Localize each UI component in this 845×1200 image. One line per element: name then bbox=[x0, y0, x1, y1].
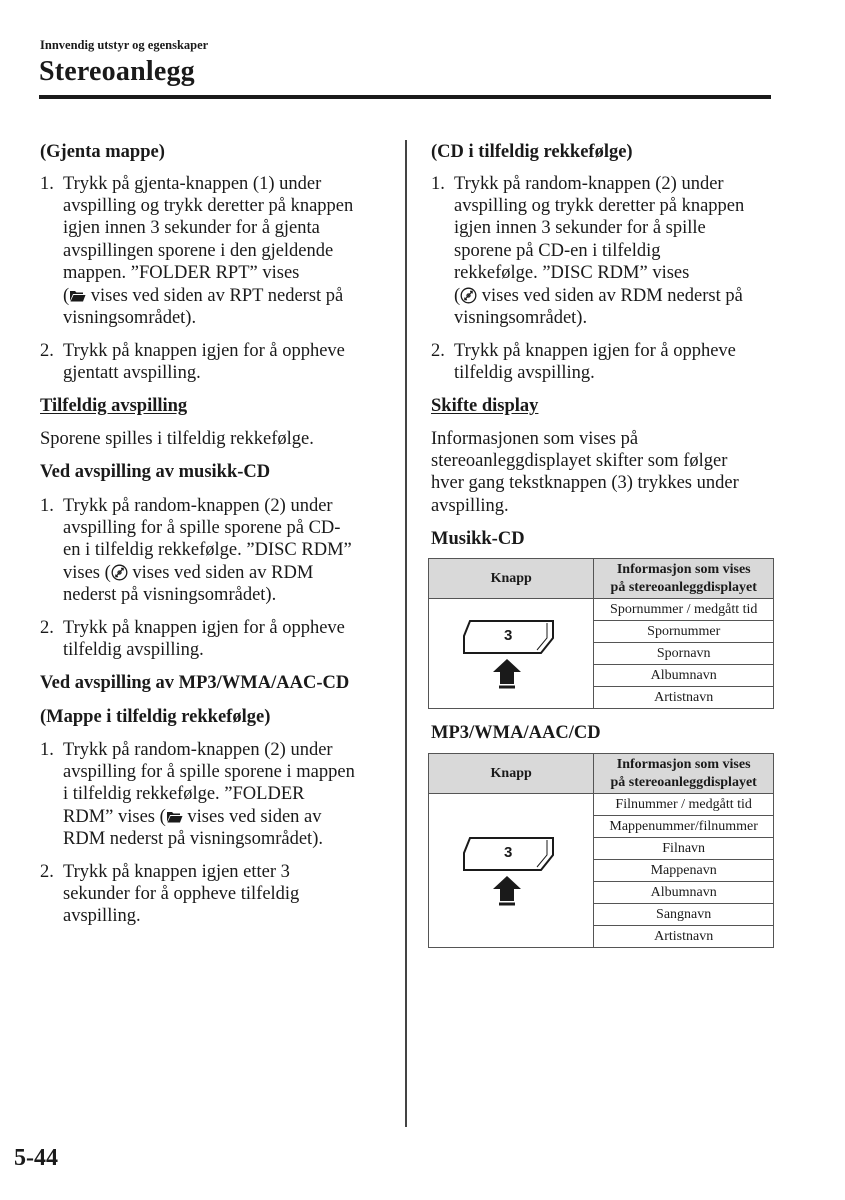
paragraph: Sporene spilles i tilfeldig rekkefølge. bbox=[40, 429, 314, 449]
heading-tilfeldig-avspilling: Tilfeldig avspilling bbox=[40, 396, 188, 416]
step-text: visningsområdet). bbox=[454, 308, 588, 328]
step-number: 1. bbox=[431, 174, 445, 194]
step-text: Trykk på knappen igjen for å oppheve bbox=[63, 341, 345, 361]
table-row-cell: Mappenummer/filnummer bbox=[594, 816, 774, 838]
text-fragment: vises ved siden av bbox=[182, 807, 322, 827]
table-header-line: Informasjon som vises bbox=[616, 561, 751, 577]
button-cell bbox=[429, 794, 594, 948]
step-text: sporene på CD-en i tilfeldig bbox=[454, 241, 661, 261]
section-label: Innvendig utstyr og egenskaper bbox=[40, 38, 209, 52]
table-row-cell: Albumnavn bbox=[594, 665, 774, 687]
step-text-with-icon bbox=[63, 285, 343, 307]
paragraph: avspilling. bbox=[431, 496, 509, 516]
paragraph: Informasjonen som vises på bbox=[431, 429, 639, 449]
table-header-line: Informasjon som vises bbox=[616, 756, 751, 772]
step-text: avspilling. bbox=[63, 906, 141, 926]
step-text: avspillingen sporene i den gjeldende bbox=[63, 241, 334, 261]
button-label: 3 bbox=[503, 843, 513, 861]
table-row-cell: Sangnavn bbox=[594, 904, 774, 926]
text-fragment: ( bbox=[454, 286, 461, 306]
paragraph: stereoanleggdisplayet skifter som følger bbox=[431, 451, 728, 471]
step-text: Trykk på knappen igjen for å oppheve bbox=[454, 341, 736, 361]
table-row-cell: Filnavn bbox=[594, 838, 774, 860]
button-cell bbox=[429, 599, 594, 709]
text-fragment: vises ved siden av RDM bbox=[127, 563, 314, 583]
step-text: avspilling og trykk deretter på knappen bbox=[454, 196, 745, 216]
step-text: visningsområdet). bbox=[63, 308, 197, 328]
step-number: 1. bbox=[40, 174, 54, 194]
table-row-cell: Mappenavn bbox=[594, 860, 774, 882]
step-text: gjentatt avspilling. bbox=[63, 363, 201, 383]
step-text: tilfeldig avspilling. bbox=[454, 363, 595, 383]
step-text: nederst på visningsområdet). bbox=[63, 585, 277, 605]
table-header-line: på stereoanleggdisplayet bbox=[610, 579, 757, 595]
heading-gjenta-mappe: (Gjenta mappe) bbox=[40, 142, 165, 162]
step-number: 2. bbox=[40, 862, 54, 882]
step-text: avspilling for å spille sporene på CD- bbox=[63, 518, 341, 538]
display-info-table-music-cd bbox=[428, 558, 774, 709]
step-number: 2. bbox=[40, 341, 54, 361]
step-text: Trykk på gjenta-knappen (1) under bbox=[63, 174, 322, 194]
folder-icon bbox=[69, 289, 86, 302]
table-header-knapp: Knapp bbox=[429, 559, 594, 599]
step-text-with-icon bbox=[63, 562, 313, 584]
step-text: rekkefølge. ”DISC RDM” vises bbox=[454, 263, 690, 283]
step-number: 2. bbox=[40, 618, 54, 638]
step-text: mappen. ”FOLDER RPT” vises bbox=[63, 263, 300, 283]
table-row-cell: Spornummer / medgått tid bbox=[594, 599, 774, 621]
table-row-cell: Artistnavn bbox=[594, 926, 774, 948]
step-text-with-icon bbox=[454, 285, 743, 307]
text-fragment: vises ved siden av RPT nederst på bbox=[86, 286, 344, 306]
text-fragment: RDM” vises ( bbox=[63, 807, 166, 827]
step-text: Trykk på knappen igjen etter 3 bbox=[63, 862, 290, 882]
heading-mp3-cd: Ved avspilling av MP3/WMA/AAC-CD bbox=[40, 673, 350, 693]
step-number: 1. bbox=[40, 496, 54, 516]
random-disc-icon bbox=[460, 287, 477, 304]
text-fragment: vises ( bbox=[63, 563, 111, 583]
step-text: tilfeldig avspilling. bbox=[63, 640, 204, 660]
step-text: avspilling for å spille sporene i mappen bbox=[63, 762, 355, 782]
text-button-3 bbox=[461, 835, 561, 907]
table-header-line: på stereoanleggdisplayet bbox=[610, 774, 757, 790]
table-header-info bbox=[594, 754, 774, 794]
step-number: 1. bbox=[40, 740, 54, 760]
table-row-cell: Artistnavn bbox=[594, 687, 774, 709]
table-row-cell: Albumnavn bbox=[594, 882, 774, 904]
step-text: Trykk på random-knappen (2) under bbox=[63, 740, 333, 760]
step-text: sekunder for å oppheve tilfeldig bbox=[63, 884, 300, 904]
table-row-cell: Spornummer bbox=[594, 621, 774, 643]
page-title: Stereoanlegg bbox=[39, 56, 195, 87]
step-text: avspilling og trykk deretter på knappen bbox=[63, 196, 354, 216]
step-text: en i tilfeldig rekkefølge. ”DISC RDM” bbox=[63, 540, 352, 560]
step-number: 2. bbox=[431, 341, 445, 361]
step-text: igjen innen 3 sekunder for å gjenta bbox=[63, 218, 320, 238]
button-label: 3 bbox=[504, 626, 513, 644]
step-text: Trykk på random-knappen (2) under bbox=[454, 174, 724, 194]
heading-cd-tilfeldig: (CD i tilfeldig rekkefølge) bbox=[431, 142, 633, 162]
page-number: 5-44 bbox=[14, 1145, 58, 1171]
step-text: igjen innen 3 sekunder for å spille bbox=[454, 218, 706, 238]
random-disc-icon bbox=[111, 564, 128, 581]
heading-skifte-display: Skifte display bbox=[431, 396, 539, 416]
heading-mappe-tilfeldig: (Mappe i tilfeldig rekkefølge) bbox=[40, 707, 271, 727]
step-text: Trykk på random-knappen (2) under bbox=[63, 496, 333, 516]
table-header-info bbox=[594, 559, 774, 599]
title-divider bbox=[39, 95, 771, 99]
text-fragment: ( bbox=[63, 286, 70, 306]
text-button-3 bbox=[461, 618, 561, 690]
text-fragment: vises ved siden av RDM nederst på bbox=[477, 286, 743, 306]
table-row-cell: Filnummer / medgått tid bbox=[594, 794, 774, 816]
heading-musikk-cd-table: Musikk-CD bbox=[431, 529, 525, 549]
folder-icon bbox=[166, 810, 183, 823]
step-text-with-icon bbox=[63, 806, 322, 828]
table-header-knapp: Knapp bbox=[429, 754, 594, 794]
column-divider bbox=[405, 140, 407, 1127]
table-row-cell: Spornavn bbox=[594, 643, 774, 665]
step-text: RDM nederst på visningsområdet). bbox=[63, 829, 323, 849]
step-text: Trykk på knappen igjen for å oppheve bbox=[63, 618, 345, 638]
step-text: i tilfeldig rekkefølge. ”FOLDER bbox=[63, 784, 305, 804]
paragraph: hver gang tekstknappen (3) trykkes under bbox=[431, 473, 739, 493]
display-info-table-mp3 bbox=[428, 753, 774, 948]
heading-mp3-table: MP3/WMA/AAC/CD bbox=[431, 723, 601, 743]
heading-musikk-cd: Ved avspilling av musikk-CD bbox=[40, 462, 271, 482]
